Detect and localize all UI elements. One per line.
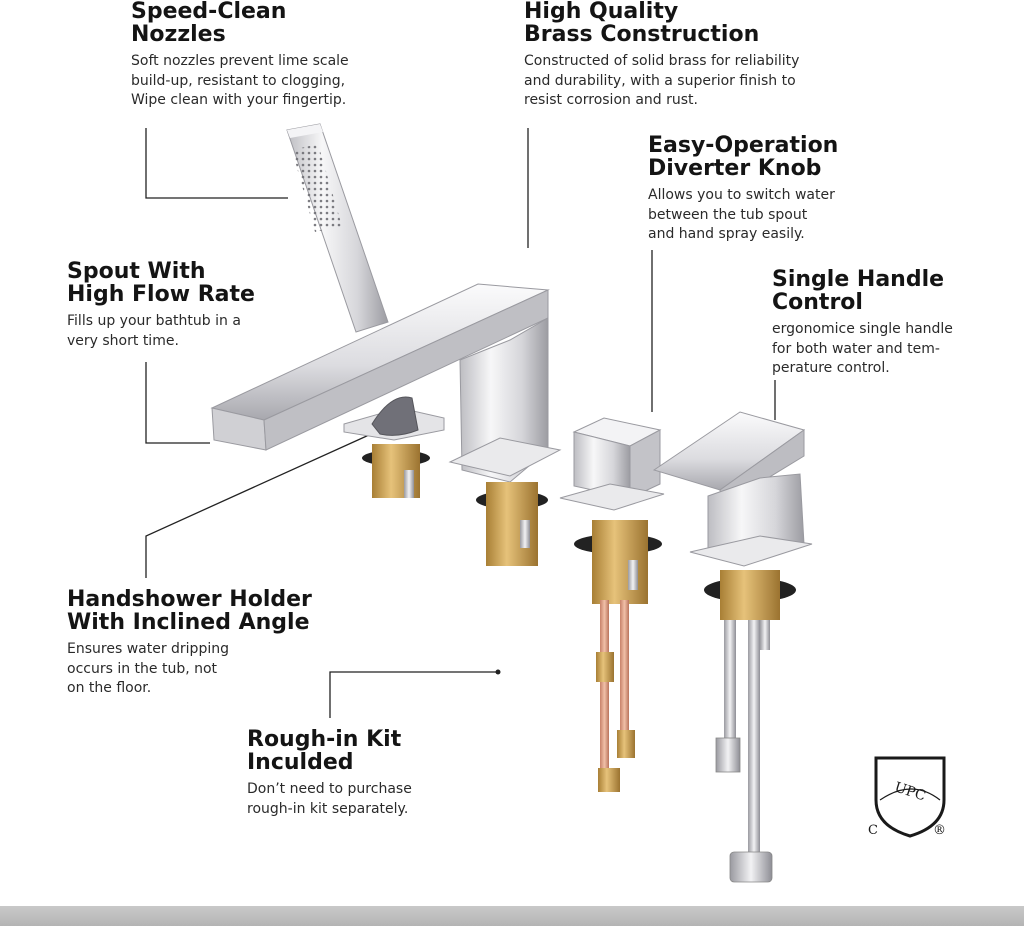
leader-dot [496,670,501,675]
upc-registered-mark: ® [933,823,946,838]
upc-certification-mark [868,758,946,838]
callout-description: Constructed of solid brass for reliability and durability, with a superior finish to resist corrosion and rust. [524,53,800,108]
callout-description: ergonomice single handle for both water and tem- perature control. [772,321,953,376]
callout-title: Spout With High Flow Rate [67,259,255,307]
callout-description: Soft nozzles prevent lime scale build-up, resistant to clogging, Wipe clean with your fingertip. [131,53,349,108]
leader-rough-in [330,672,498,718]
callout-description: Don’t need to purchase rough-in kit separately. [247,781,412,817]
callout-title: Single Handle Control [772,267,945,315]
upc-mark-text: UPC [892,779,928,805]
leader-spout [146,362,210,443]
single-handle-valve [654,412,812,882]
callout-description: Allows you to switch water between the tub spout and hand spray easily. [648,187,835,242]
callout-description: Fills up your bathtub in a very short time. [67,313,241,349]
callout-title: Handshower Holder With Inclined Angle [67,587,312,635]
leader-holder [146,430,380,578]
bottom-bar [0,906,1024,926]
callout-title: Rough-in Kit Inculded [247,727,402,775]
upc-c-letter: C [868,823,878,838]
callout-title: High Quality Brass Construction [524,0,760,47]
callout-title: Easy-Operation Diverter Knob [648,133,839,181]
hand-shower [287,124,388,332]
callout-title: Speed-Clean Nozzles [131,0,287,47]
callout-description: Ensures water dripping occurs in the tub, not on the floor. [67,641,229,696]
leader-speed-clean [146,128,288,198]
diverter-knob [560,418,664,792]
